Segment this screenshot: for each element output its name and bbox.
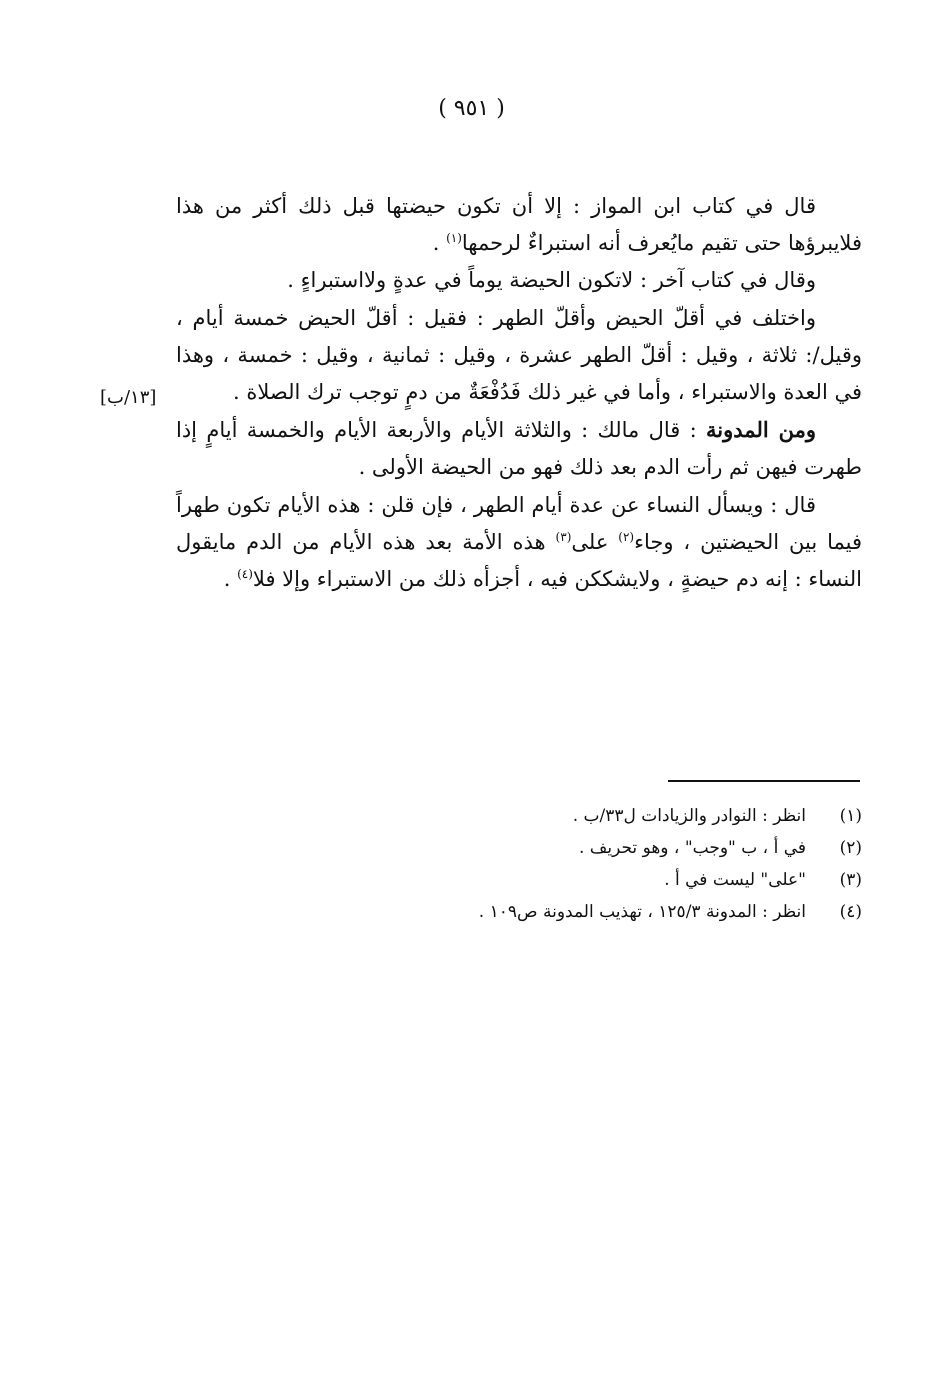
paragraph-p5: [176, 487, 862, 599]
paragraph-p2: [176, 262, 862, 299]
text-run: قال : ويسأل النساء عن عدة أيام الطهر ، فإن قلن : هذه الأيام تكون طهراً فيما بين الحيضتين ، وجاء: [176, 492, 862, 554]
footnote-reference: (١): [446, 231, 462, 246]
text-run: .: [223, 567, 238, 592]
text-run: هذه الأمة بعد هذه الأيام من الدم مايقول النساء : إنه دم حيضةٍ ، ولايشككن فيه ، أجزأه ذلك من الاستبراء وإلا فلا: [176, 529, 862, 592]
footnote-item: [380, 832, 862, 864]
main-text: [176, 188, 862, 598]
footnote-reference: (٤): [237, 567, 253, 582]
text-run: وقال في كتاب آخر : لاتكون الحيضة يوماً في عدةٍ ولااستبراءٍ .: [287, 268, 816, 293]
footnote-text: "على" ليست في أ .: [664, 870, 806, 890]
margin-folio-reference: [١٣/ب]: [100, 387, 157, 408]
text-run: واختلف في أقلّ الحيض وأقلّ الطهر : فقيل : أقلّ الحيض خمسة أيام ، وقيل/: ثلاثة ، وقيل : أقلّ الطهر عشرة ، وقيل : ثمانية ، وقيل : خمسة ، وهذا في العدة والاستبراء ، وأما في غير ذلك فَدُفْعَةٌ من دمٍ توجب ترك الصلاة .: [176, 305, 862, 405]
footnote-number: (٣): [839, 870, 862, 890]
footnote-text: انظر : النوادر والزيادات ل٣٣/ب .: [572, 806, 806, 826]
footnotes: [380, 800, 862, 928]
footnote-reference: (٣): [555, 529, 572, 544]
footnote-text: في أ ، ب "وجب" ، وهو تحريف .: [578, 838, 806, 858]
footnote-item: [380, 864, 862, 896]
footnote-text: انظر : المدونة ١٢٥/٣ ، تهذيب المدونة ص١٠٩ .: [478, 902, 806, 922]
paragraph-p1: [176, 188, 862, 262]
footnote-item: [380, 800, 862, 832]
paragraph-p3: [176, 300, 862, 412]
footnote-number: (٢): [839, 838, 862, 858]
text-run: : قال مالك : والثلاثة الأيام والأربعة الأيام والخمسة أيامٍ إذا طهرت فيهن ثم رأت الدم بعد ذلك فهو من الحيضة الأولى .: [176, 418, 862, 480]
text-run: .: [432, 231, 447, 256]
bold-heading-run: ومن المدونة: [706, 417, 817, 443]
footnote-separator: [668, 780, 860, 782]
text-run: قال في كتاب ابن المواز : إلا أن تكون حيضتها قبل ذلك أكثر من هذا فلايبرؤها حتى تقيم مايُعرف أنه استبراءٌ لرحمها: [176, 194, 862, 256]
footnote-item: [380, 896, 862, 928]
footnote-number: (١): [839, 806, 862, 826]
footnote-reference: (٢): [618, 529, 635, 544]
footnote-number: (٤): [839, 902, 862, 922]
page-number: ( ٩٥١ ): [438, 96, 505, 121]
paragraph-p4: [176, 411, 862, 486]
text-run: على: [571, 529, 619, 554]
